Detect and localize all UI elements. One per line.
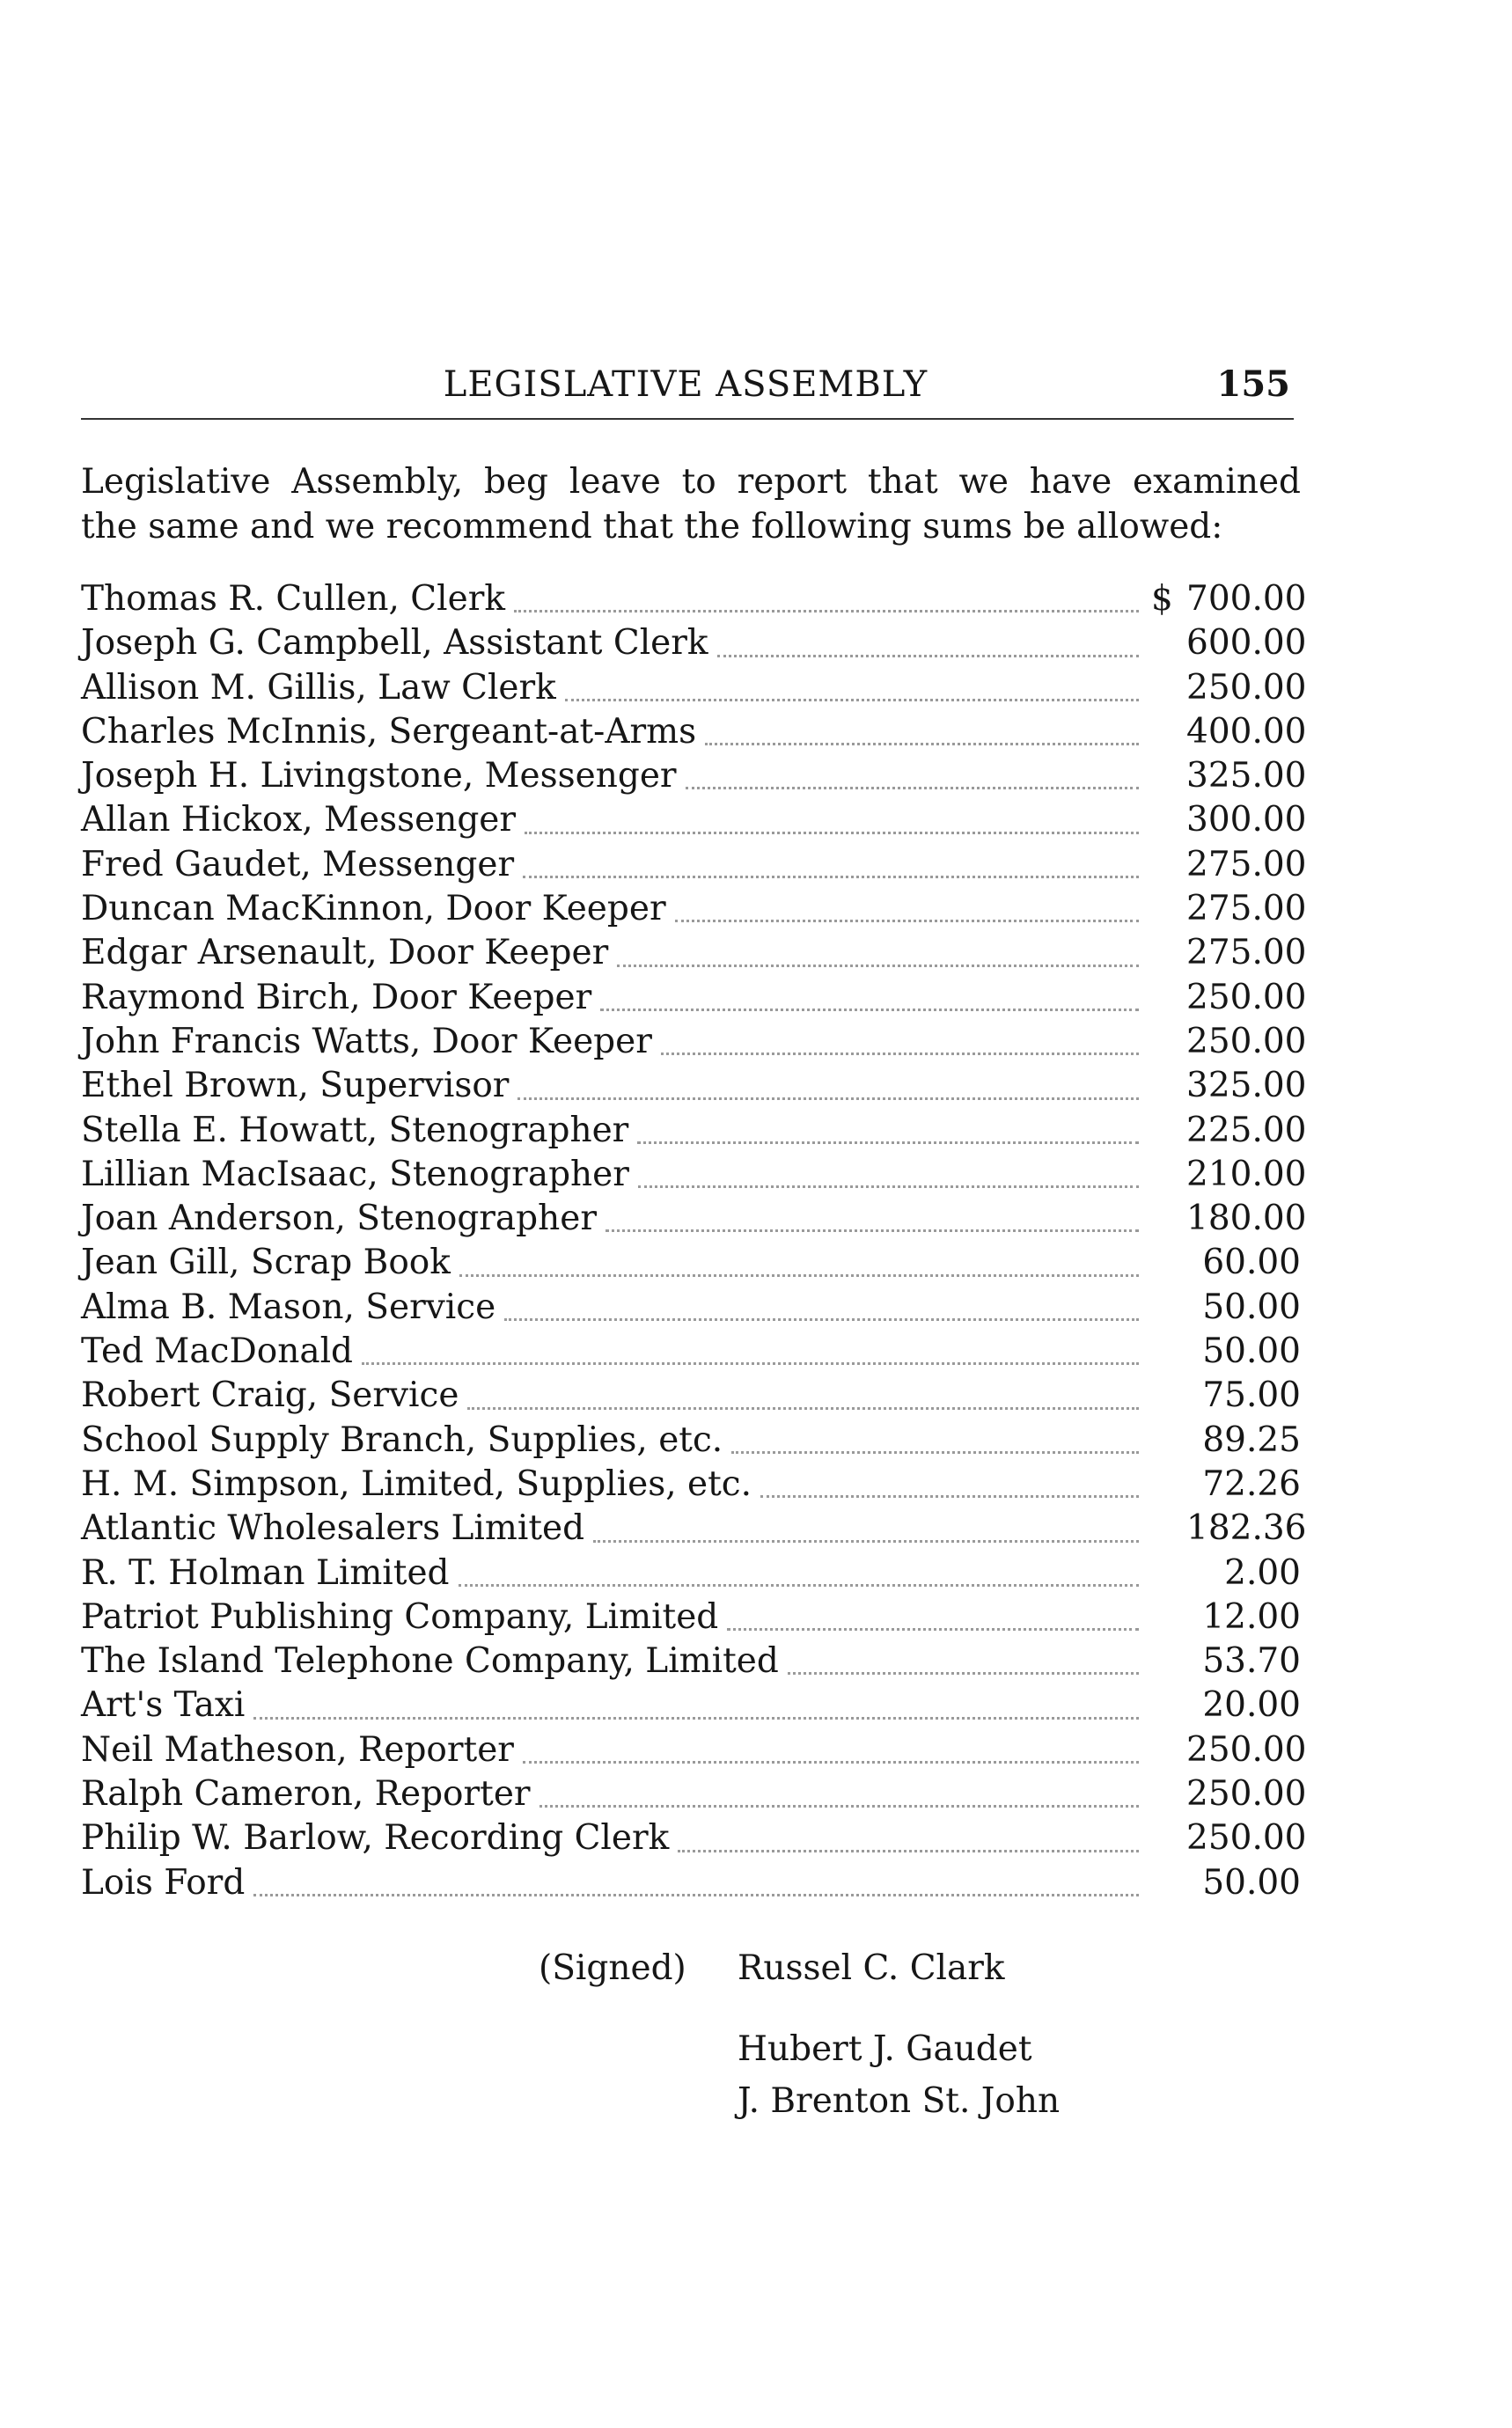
signed-label: (Signed) [539,1948,686,1988]
dot-leader [717,655,1139,657]
list-item [81,1551,1301,1595]
dot-leader [253,1894,1139,1896]
list-item [81,931,1307,975]
list-item [81,976,1307,1020]
amount: 60.00 [1202,1243,1301,1283]
payee-name: Lois Ford [81,1862,246,1903]
payee-name: John Francis Watts, Door Keeper [81,1021,652,1061]
dot-leader [678,1850,1139,1852]
list-item [81,1241,1301,1285]
dot-leader [525,832,1139,834]
list-item [81,1683,1301,1727]
amount: 400.00 [1186,711,1307,752]
payee-name: Raymond Birch, Door Keeper [81,977,592,1017]
dot-leader [675,920,1139,922]
payee-name: Jean Gill, Scrap Book [81,1243,451,1283]
dot-leader [565,699,1139,701]
list-item [81,1153,1307,1197]
payee-name: Joseph H. Livingstone, Messenger [81,756,677,796]
amount: 300.00 [1186,800,1307,840]
dot-leader [517,1097,1139,1100]
amount: 275.00 [1186,889,1307,929]
list-item [81,1507,1307,1551]
dot-leader [600,1009,1139,1011]
amount: 250.00 [1186,977,1307,1017]
list-item [81,843,1307,887]
payee-name: Ralph Cameron, Reporter [81,1774,531,1815]
allowance-list [81,577,1307,1905]
page-header [81,363,1290,415]
amount: 89.25 [1202,1419,1301,1460]
payee-name: Thomas R. Cullen, Clerk [81,579,505,619]
amount: 250.00 [1186,1818,1307,1859]
intro-line-1: Legislative Assembly, beg leave to report that we have examined [81,462,1301,502]
amount: 250.00 [1186,1021,1307,1061]
amount: 600.00 [1186,623,1307,664]
list-item [81,1595,1301,1639]
amount: 50.00 [1202,1862,1301,1903]
payee-name: Charles McInnis, Sergeant-at-Arms [81,711,697,752]
currency-symbol: $ [1151,579,1173,619]
dot-leader [523,1761,1139,1764]
header-rule [81,418,1294,420]
dot-leader [788,1672,1139,1675]
payee-name: School Supply Branch, Supplies, etc. [81,1419,723,1460]
amount: 250.00 [1186,667,1307,708]
payee-name: Patriot Publishing Company, Limited [81,1596,719,1637]
list-item [81,1286,1301,1330]
dot-leader [705,743,1139,745]
dot-leader [523,876,1139,878]
payee-name: Duncan MacKinnon, Door Keeper [81,889,666,929]
list-item [81,1064,1307,1108]
payee-name: Edgar Arsenault, Door Keeper [81,933,609,973]
amount: 325.00 [1186,1066,1307,1106]
payee-name: Art's Taxi [81,1685,246,1726]
dot-leader [514,610,1139,613]
payee-name: Alma B. Mason, Service [81,1287,496,1327]
list-item [81,710,1307,754]
list-item [81,1639,1301,1683]
payee-name: Lillian MacIsaac, Stenographer [81,1154,629,1194]
list-item [81,1861,1301,1905]
amount: 275.00 [1186,844,1307,884]
list-item [81,1109,1307,1153]
list-item [81,621,1307,665]
dot-leader [459,1584,1140,1587]
dot-leader [539,1805,1139,1808]
list-item [81,1463,1301,1507]
list-item [81,798,1307,842]
amount: 12.00 [1202,1596,1301,1637]
payee-name: H. M. Simpson, Limited, Supplies, etc. [81,1463,752,1504]
page-number: 155 [1216,363,1290,405]
payee-name: Robert Craig, Service [81,1375,459,1416]
dot-leader [637,1141,1139,1144]
amount: 210.00 [1186,1154,1307,1194]
intro-line-2: the same and we recommend that the following sums be allowed: [81,507,1223,546]
list-item [81,1020,1307,1064]
dot-leader [617,965,1139,967]
amount: 182.36 [1186,1508,1307,1549]
dot-leader [727,1628,1139,1631]
payee-name: Ethel Brown, Supervisor [81,1066,510,1106]
list-item [81,1728,1307,1772]
payee-name: Ted MacDonald [81,1331,354,1372]
payee-name: Atlantic Wholesalers Limited [81,1508,585,1549]
payee-name: Fred Gaudet, Messenger [81,844,515,884]
payee-name: Joan Anderson, Stenographer [81,1199,597,1239]
payee-name: Allan Hickox, Messenger [81,800,517,840]
list-item [81,666,1307,710]
list-item [81,1772,1307,1816]
signature-name: Hubert J. Gaudet [738,2029,1032,2069]
amount: 700.00 [1186,579,1307,619]
payee-name: Stella E. Howatt, Stenographer [81,1110,629,1150]
dot-leader [760,1495,1139,1498]
payee-name: Joseph G. Campbell, Assistant Clerk [81,623,708,664]
list-item [81,1330,1301,1374]
dot-leader [593,1540,1139,1543]
list-item [81,577,1307,621]
payee-name: R. T. Holman Limited [81,1552,450,1593]
signature-name: J. Brenton St. John [738,2081,1061,2121]
amount: 72.26 [1202,1463,1301,1504]
signature-name: Russel C. Clark [738,1948,1005,1988]
dot-leader [686,787,1139,789]
payee-name: Philip W. Barlow, Recording Clerk [81,1818,670,1859]
payee-name: Allison M. Gillis, Law Clerk [81,667,556,708]
list-item [81,754,1307,798]
payee-name: The Island Telephone Company, Limited [81,1641,779,1682]
dot-leader [731,1451,1139,1454]
amount: 53.70 [1202,1641,1301,1682]
amount: 180.00 [1186,1199,1307,1239]
dot-leader [504,1318,1139,1321]
dot-leader [362,1362,1139,1365]
amount: 50.00 [1202,1331,1301,1372]
dot-leader [253,1717,1139,1720]
dot-leader [638,1185,1139,1188]
amount: 325.00 [1186,756,1307,796]
amount: 250.00 [1186,1729,1307,1770]
list-item [81,1197,1307,1241]
list-item [81,1419,1301,1463]
payee-name: Neil Matheson, Reporter [81,1729,514,1770]
amount: 75.00 [1202,1375,1301,1416]
intro-paragraph [81,459,1301,549]
list-item [81,1816,1307,1860]
amount: 20.00 [1202,1685,1301,1726]
dot-leader [606,1229,1139,1232]
amount: 275.00 [1186,933,1307,973]
amount: 2.00 [1224,1552,1301,1593]
list-item [81,887,1307,931]
list-item [81,1374,1301,1418]
dot-leader [459,1274,1139,1277]
dot-leader [661,1053,1139,1055]
amount: 225.00 [1186,1110,1307,1150]
amount: 50.00 [1202,1287,1301,1327]
amount: 250.00 [1186,1774,1307,1815]
running-head-title: LEGISLATIVE ASSEMBLY [443,364,928,405]
dot-leader [467,1407,1139,1410]
